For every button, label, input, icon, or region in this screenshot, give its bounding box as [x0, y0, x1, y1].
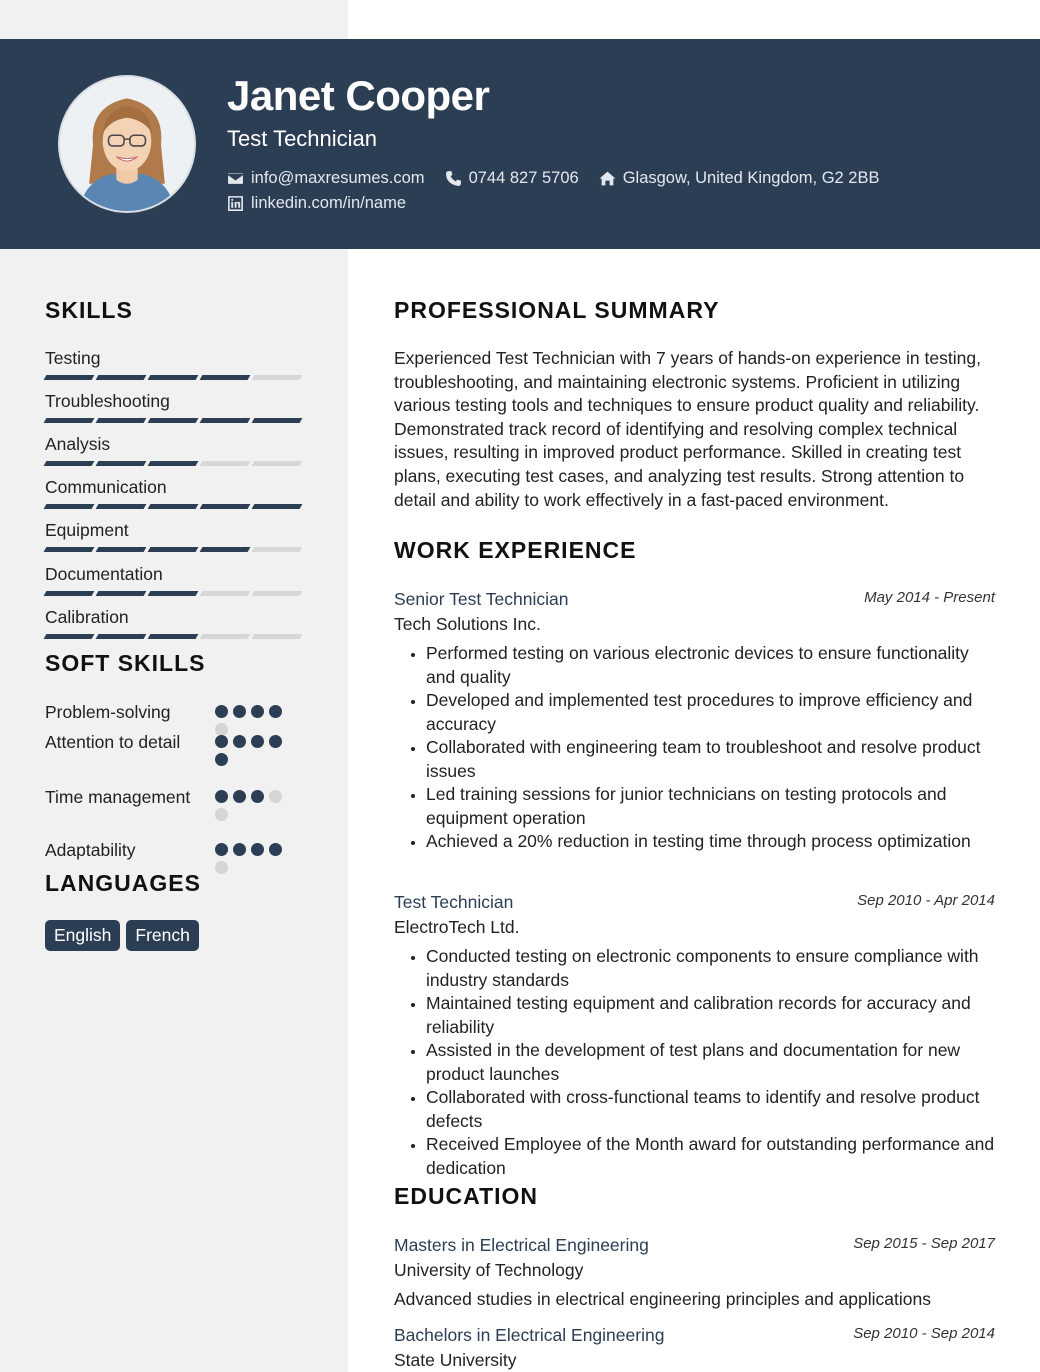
contact-linkedin[interactable] — [227, 192, 406, 214]
rating-dot — [233, 790, 246, 803]
rating-dot — [215, 753, 228, 766]
skill-level-bars — [45, 547, 303, 552]
contact-email[interactable] — [227, 167, 425, 189]
skill-level-segment — [96, 461, 147, 466]
job-company: Tech Solutions Inc. — [394, 614, 541, 634]
skill-level-segment — [148, 461, 199, 466]
rating-dot — [215, 705, 228, 718]
resume-header — [0, 39, 1040, 249]
soft-skill-label: Problem-solving — [45, 702, 171, 722]
job-date: Sep 2010 - Apr 2014 — [857, 892, 995, 909]
rating-dot — [233, 705, 246, 718]
skill-level-segment — [96, 504, 147, 509]
rating-dot — [233, 843, 246, 856]
job-bullets — [394, 642, 995, 854]
languages-list — [45, 920, 199, 951]
skill-level-bars — [45, 591, 303, 596]
skill-level-segment — [44, 547, 95, 552]
soft-skill-dots — [215, 843, 289, 874]
skill-level-bars — [45, 461, 303, 466]
skill-level-segment — [200, 418, 251, 423]
rating-dot — [215, 808, 228, 821]
skill-level-bars — [45, 634, 303, 639]
language-badge: English — [45, 920, 120, 951]
email-text: info@maxresumes.com — [251, 169, 425, 187]
skill-level-segment — [252, 375, 303, 380]
rating-dot — [269, 790, 282, 803]
skill-level-segment — [252, 504, 303, 509]
skill-level-segment — [148, 547, 199, 552]
school-name: University of Technology — [394, 1260, 584, 1280]
rating-dot — [251, 790, 264, 803]
job-bullet: • Conducted testing on electronic components to ensure compliance with industry standards — [426, 945, 995, 992]
job-entry — [394, 890, 995, 1180]
education-description: Advanced studies in electrical engineering principles and applications — [394, 1289, 931, 1309]
job-title: Senior Test Technician — [394, 589, 569, 609]
skill-level-segment — [200, 634, 251, 639]
skill-level-segment — [96, 634, 147, 639]
linkedin-icon — [227, 195, 244, 212]
soft-skill-label: Time management — [45, 787, 191, 807]
rating-dot — [215, 843, 228, 856]
skill-level-bars — [45, 375, 303, 380]
languages-heading: LANGUAGES — [45, 870, 201, 896]
skill-level-segment — [96, 418, 147, 423]
candidate-name: Janet Cooper — [227, 72, 490, 119]
rating-dot — [233, 735, 246, 748]
skill-label: Troubleshooting — [45, 391, 170, 411]
soft-skill-label: Attention to detail — [45, 732, 181, 752]
language-badge: French — [126, 920, 198, 951]
job-bullet: • Collaborated with engineering team to troubleshoot and resolve product issues — [426, 736, 995, 783]
soft-skill-dots — [215, 705, 289, 736]
education-entry — [394, 1233, 995, 1311]
contact-row — [227, 192, 426, 214]
soft-skill-dots — [215, 790, 289, 821]
job-bullet: • Achieved a 20% reduction in testing time through process optimization — [426, 830, 995, 854]
skill-level-segment — [44, 504, 95, 509]
avatar — [58, 75, 196, 213]
rating-dot — [215, 861, 228, 874]
skill-level-segment — [148, 634, 199, 639]
skill-label: Communication — [45, 477, 167, 497]
skill-level-segment — [148, 418, 199, 423]
rating-dot — [215, 735, 228, 748]
skill-level-segment — [252, 591, 303, 596]
linkedin-text: linkedin.com/in/name — [251, 194, 406, 212]
job-company: ElectroTech Ltd. — [394, 917, 520, 937]
education-date: Sep 2015 - Sep 2017 — [853, 1235, 995, 1252]
soft-skills-heading: SOFT SKILLS — [45, 650, 206, 676]
soft-skill-label: Adaptability — [45, 840, 136, 860]
rating-dot — [269, 735, 282, 748]
skill-level-segment — [200, 375, 251, 380]
education-heading: EDUCATION — [394, 1183, 539, 1209]
job-entry — [394, 587, 995, 854]
contact-location — [599, 167, 880, 189]
skill-level-bars — [45, 418, 303, 423]
job-bullet: • Performed testing on various electronic devices to ensure functionality and quality — [426, 642, 995, 689]
skill-level-segment — [96, 547, 147, 552]
skill-level-bars — [45, 504, 303, 509]
skills-heading: SKILLS — [45, 297, 133, 323]
skill-label: Calibration — [45, 607, 129, 627]
skill-level-segment — [200, 547, 251, 552]
contact-row — [227, 167, 900, 189]
skill-level-segment — [44, 634, 95, 639]
skill-level-segment — [252, 418, 303, 423]
skill-item — [45, 347, 303, 380]
education-date: Sep 2010 - Sep 2014 — [853, 1325, 995, 1342]
skill-level-segment — [252, 547, 303, 552]
degree-title: Bachelors in Electrical Engineering — [394, 1325, 665, 1345]
contact-phone[interactable] — [445, 167, 579, 189]
skill-label: Equipment — [45, 520, 129, 540]
job-bullet: • Led training sessions for junior technicians on testing protocols and equipment operation — [426, 783, 995, 830]
location-text: Glasgow, United Kingdom, G2 2BB — [622, 169, 880, 187]
skill-level-segment — [148, 375, 199, 380]
job-bullets — [394, 945, 995, 1180]
rating-dot — [269, 705, 282, 718]
job-bullet: • Received Employee of the Month award for outstanding performance and dedication — [426, 1133, 995, 1180]
skill-level-segment — [44, 418, 95, 423]
skill-label: Testing — [45, 348, 101, 368]
experience-heading: WORK EXPERIENCE — [394, 537, 637, 563]
avatar-photo — [60, 77, 194, 211]
skill-item — [45, 476, 303, 509]
skill-label: Documentation — [45, 564, 163, 584]
skill-level-segment — [44, 461, 95, 466]
skill-item — [45, 433, 303, 466]
job-bullet: • Maintained testing equipment and calibration records for accuracy and reliability — [426, 992, 995, 1039]
skill-level-segment — [252, 634, 303, 639]
skill-item — [45, 606, 303, 639]
job-bullet: • Developed and implemented test procedures to improve efficiency and accuracy — [426, 689, 995, 736]
candidate-role: Test Technician — [227, 126, 378, 151]
summary-text: Experienced Test Technician with 7 years of hands-on experience in testing, troubleshooting, and maintaining electronic systems. Proficient in utilizing various testing tools and techniques to ensure product quality and reliability. Demonstrated track record of identifying and resolving complex technical issues, resulting in improved product performance. Skilled in creating test plans, executing test cases, and analyzing test results. Strong attention to detail and ability to work effectively in a fast-paced environment. — [394, 348, 981, 510]
job-title: Test Technician — [394, 892, 514, 912]
phone-text: 0744 827 5706 — [468, 169, 579, 187]
envelope-icon — [227, 170, 244, 187]
degree-title: Masters in Electrical Engineering — [394, 1235, 649, 1255]
skill-level-segment — [200, 504, 251, 509]
skill-level-segment — [252, 461, 303, 466]
job-bullet: • Assisted in the development of test plans and documentation for new product launches — [426, 1039, 995, 1086]
rating-dot — [251, 735, 264, 748]
school-name: State University — [394, 1350, 517, 1370]
skill-level-segment — [96, 375, 147, 380]
rating-dot — [215, 790, 228, 803]
job-bullet: • Collaborated with cross-functional teams to identify and resolve product defects — [426, 1086, 995, 1133]
rating-dot — [251, 705, 264, 718]
phone-icon — [445, 170, 462, 187]
skill-item — [45, 563, 303, 596]
skill-item — [45, 519, 303, 552]
job-date: May 2014 - Present — [864, 589, 995, 606]
skill-label: Analysis — [45, 434, 111, 454]
skill-level-segment — [200, 591, 251, 596]
skill-item — [45, 390, 303, 423]
soft-skill-dots — [215, 735, 289, 766]
skill-level-segment — [148, 504, 199, 509]
skill-level-segment — [200, 461, 251, 466]
home-icon — [599, 170, 616, 187]
summary-heading: PROFESSIONAL SUMMARY — [394, 297, 720, 323]
skill-level-segment — [148, 591, 199, 596]
rating-dot — [251, 843, 264, 856]
rating-dot — [269, 843, 282, 856]
skill-level-segment — [96, 591, 147, 596]
skill-level-segment — [44, 591, 95, 596]
education-entry — [394, 1323, 995, 1372]
skill-level-segment — [44, 375, 95, 380]
